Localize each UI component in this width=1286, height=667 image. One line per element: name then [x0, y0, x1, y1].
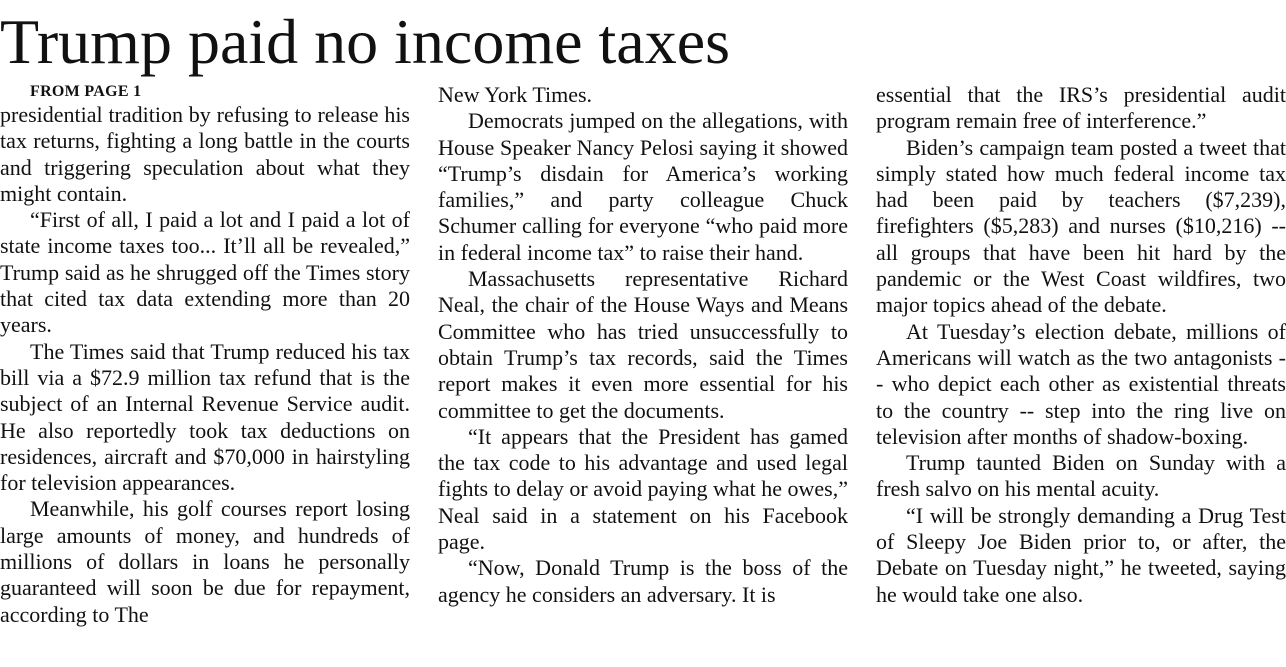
article-column-3: [876, 82, 1286, 608]
paragraph: “First of all, I paid a lot and I paid a lot of state income taxes too... It’ll all be revealed,” Trump said as he shrugged off the Times story that cited tax data extending more than 20 years.: [0, 207, 410, 338]
article-column-2: [438, 82, 848, 608]
headline: Trump paid no income taxes: [0, 6, 730, 77]
paragraph: The Times said that Trump reduced his tax bill via a $72.9 million tax refund that is the subject of an Internal Revenue Service audit. He also reportedly took tax deductions on residences, aircraft and $70,000 in hairstyling for television appearances.: [0, 338, 410, 496]
paragraph: “Now, Donald Trump is the boss of the agency he considers an adversary. It is: [438, 555, 848, 607]
paragraph: “I will be strongly demanding a Drug Test of Sleepy Joe Biden prior to, or after, the Debate on Tuesday night,” he tweeted, saying he would take one also.: [876, 502, 1286, 607]
paragraph: Massachusetts representative Richard Neal, the chair of the House Ways and Means Committee who has tried unsuccessfully to obtain Trump’s tax records, said the Times report makes it even more essential for his committee to get the documents.: [438, 266, 848, 423]
paragraph: Biden’s campaign team posted a tweet that simply stated how much federal income tax had been paid by teachers ($7,239), firefighters ($5,283) and nurses ($10,216) -- all groups that have been hit hard by the pandemic or the West Coast wildfires, two major topics ahead of the debate.: [876, 134, 1286, 318]
paragraph: “It appears that the President has gamed the tax code to his advantage and used legal fights to delay or avoid paying what he owes,” Neal said in a statement on his Facebook page.: [438, 423, 848, 555]
paragraph: essential that the IRS’s presidential audit program remain free of interference.”: [876, 82, 1286, 134]
paragraph: presidential tradition by refusing to release his tax returns, fighting a long battle in the courts and triggering speculation about what they might contain.: [0, 102, 410, 206]
kicker: FROM PAGE 1: [30, 83, 142, 100]
paragraph: Trump taunted Biden on Sunday with a fresh salvo on his mental acuity.: [876, 450, 1286, 502]
article-column-1: [0, 82, 410, 628]
paragraph: New York Times.: [438, 82, 593, 107]
paragraph: At Tuesday’s election debate, millions of Americans will watch as the two antagonists -- who depict each other as existential threats to the country -- step into the ring live on television after months of shadow-boxing.: [876, 318, 1286, 449]
paragraph: Meanwhile, his golf courses report losing large amounts of money, and hundreds of millions of dollars in loans he personally guaranteed will soon be due for repayment, according to The: [0, 496, 410, 627]
paragraph: Democrats jumped on the allegations, with House Speaker Nancy Pelosi saying it showed “Trump’s disdain for America’s working families,” and party colleague Chuck Schumer calling for everyone “who paid more in federal income tax” to raise their hand.: [438, 108, 848, 265]
